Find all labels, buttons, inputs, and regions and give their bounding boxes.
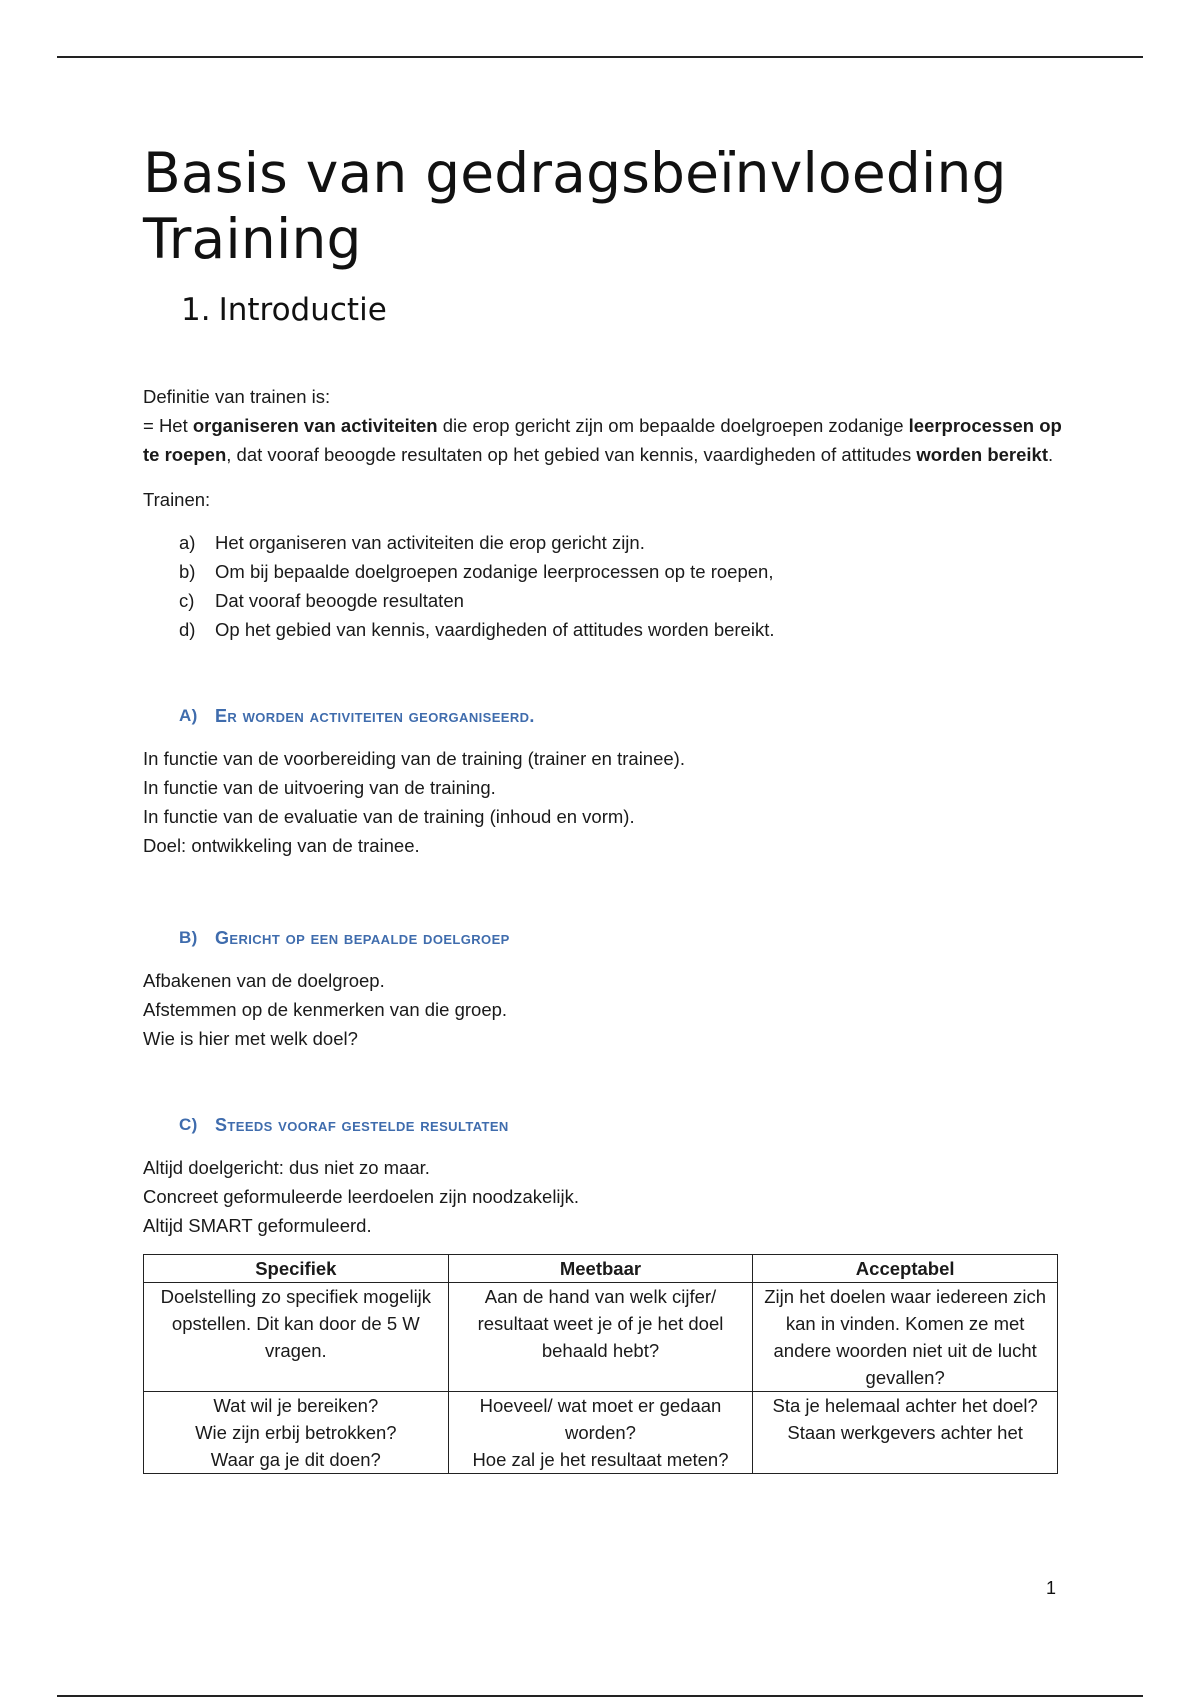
- body-line: Wie is hier met welk doel?: [143, 1028, 358, 1049]
- trainen-list: [179, 528, 1063, 644]
- subheading-marker: B): [179, 928, 198, 947]
- list-marker: d): [179, 619, 196, 640]
- table-cell: Doelstelling zo specifiek mogelijk opstellen. Dit kan door de 5 W vragen.: [144, 1283, 449, 1392]
- table-cell: Zijn het doelen waar iedereen zich kan in vinden. Komen ze met andere woorden niet uit de lucht gevallen?: [753, 1283, 1058, 1392]
- table-cell: Aan de hand van welk cijfer/ resultaat weet je of je het doel behaald hebt?: [448, 1283, 753, 1392]
- list-item-text: Het organiseren van activiteiten die erop gericht zijn.: [215, 532, 645, 553]
- body-line: In functie van de uitvoering van de training.: [143, 777, 496, 798]
- subheading-text: Gericht op een bepaalde doelgroep: [215, 928, 510, 948]
- list-item: [179, 615, 1063, 644]
- body-line: Afstemmen op de kenmerken van die groep.: [143, 999, 508, 1020]
- header-rule: [57, 56, 1143, 58]
- section-c-body: [143, 1153, 1063, 1240]
- document-page: [143, 140, 1063, 1474]
- trainen-label: Trainen:: [143, 489, 211, 510]
- list-item: [179, 586, 1063, 615]
- definition-bold-part: leerprocessen op te roepen: [143, 415, 1062, 465]
- definition-text: [143, 411, 1063, 469]
- table-cell: [753, 1392, 1058, 1474]
- list-marker: b): [179, 561, 196, 582]
- list-item-text: Op het gebied van kennis, vaardigheden of attitudes worden bereikt.: [215, 619, 775, 640]
- cell-line: Waar ga je dit doen?: [210, 1449, 381, 1470]
- definition-bold-part: organiseren van activiteiten: [192, 415, 438, 436]
- page-number: 1: [1046, 1578, 1057, 1598]
- definition-bold-part: worden bereikt: [916, 444, 1049, 465]
- list-marker: a): [179, 532, 196, 553]
- section-b-body: [143, 966, 1063, 1053]
- table-row: [144, 1283, 1058, 1392]
- subheading-marker: A): [179, 706, 198, 725]
- body-line: Altijd doelgericht: dus niet zo maar.: [143, 1157, 430, 1178]
- subheading-b: [179, 924, 1063, 952]
- body-line: Altijd SMART geformuleerd.: [143, 1215, 372, 1236]
- cell-line: Wat wil je bereiken?: [213, 1395, 379, 1416]
- cell-line: Hoeveel/ wat moet er gedaan worden?: [479, 1395, 722, 1443]
- list-item-text: Om bij bepaalde doelgroepen zodanige leerprocessen op te roepen,: [215, 561, 774, 582]
- subheading-text: Er worden activiteiten georganiseerd.: [215, 706, 535, 726]
- cell-line: Sta je helemaal achter het doel?: [772, 1395, 1038, 1416]
- footer-rule: [57, 1695, 1143, 1697]
- body-line: Concreet geformuleerde leerdoelen zijn noodzakelijk.: [143, 1186, 580, 1207]
- body-line: Doel: ontwikkeling van de trainee.: [143, 835, 420, 856]
- table-cell: [448, 1392, 753, 1474]
- body-line: Afbakenen van de doelgroep.: [143, 970, 385, 991]
- title-line: Training: [143, 207, 362, 271]
- definition-text-part: = Het: [143, 415, 193, 436]
- definition-block: [143, 382, 1063, 469]
- title-line: Basis van gedragsbeïnvloeding: [143, 141, 1007, 205]
- list-item: [179, 557, 1063, 586]
- body-line: In functie van de voorbereiding van de training (trainer en trainee).: [143, 748, 685, 769]
- body-line: In functie van de evaluatie van de training (inhoud en vorm).: [143, 806, 635, 827]
- subheading-text: Steeds vooraf gestelde resultaten: [215, 1115, 509, 1135]
- table-header-cell: Acceptabel: [753, 1255, 1058, 1283]
- document-title: [143, 140, 1063, 272]
- list-marker: c): [179, 590, 195, 611]
- cell-line: Wie zijn erbij betrokken?: [195, 1422, 397, 1443]
- section-heading-introductie: [181, 290, 1063, 330]
- definition-label: Definitie van trainen is:: [143, 386, 331, 407]
- subheading-c: [179, 1111, 1063, 1139]
- section-title: Introductie: [218, 292, 387, 328]
- table-header-cell: Meetbaar: [448, 1255, 753, 1283]
- table-cell: [144, 1392, 449, 1474]
- table-header-cell: Specifiek: [144, 1255, 449, 1283]
- cell-line: Staan werkgevers achter het: [787, 1422, 1023, 1443]
- list-item-text: Dat vooraf beoogde resultaten: [215, 590, 464, 611]
- list-item: [179, 528, 1063, 557]
- definition-text-part: .: [1048, 444, 1054, 465]
- definition-text-part: , dat vooraf beoogde resultaten op het gebied van kennis, vaardigheden of attitudes: [226, 444, 917, 465]
- table-header-row: [144, 1255, 1058, 1283]
- section-a-body: [143, 744, 1063, 860]
- subheading-marker: C): [179, 1115, 198, 1134]
- cell-line: Hoe zal je het resultaat meten?: [472, 1449, 729, 1470]
- subheading-a: [179, 702, 1063, 730]
- table-row: [144, 1392, 1058, 1474]
- smart-table: [143, 1254, 1058, 1474]
- section-number: 1.: [181, 292, 211, 328]
- definition-text-part: die erop gericht zijn om bepaalde doelgroepen zodanige: [437, 415, 909, 436]
